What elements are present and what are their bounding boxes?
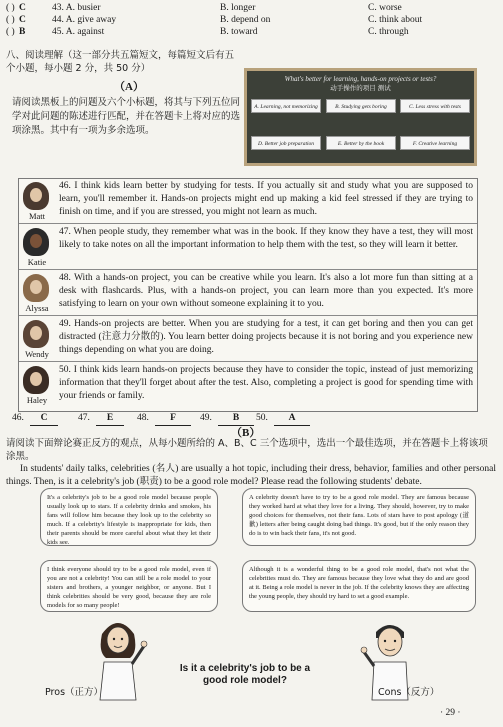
- answer-letter: B: [19, 27, 26, 37]
- part-b-instructions: 请阅读下面辩论赛正反方的观点，从每小题所给的 A、B、C 三个选项中，选出一个最佳选项，并在答题卡上将该项涂黑。: [6, 438, 488, 462]
- option-a: 45. A. against: [52, 27, 105, 37]
- part-b-text: [6, 437, 496, 489]
- avatar: [23, 366, 49, 394]
- answer-num: 50.: [256, 413, 268, 423]
- speaker-row: [19, 363, 477, 407]
- option-c: C. worse: [368, 3, 402, 13]
- option-c: C. think about: [368, 15, 423, 25]
- answer-value: E: [96, 412, 124, 426]
- cons-label: Cons（反方）: [378, 687, 440, 698]
- board-option-c: C. Less stress with tests: [400, 99, 470, 113]
- answer-paren: ( ): [6, 27, 15, 37]
- board-option-e: E. Better by the book: [326, 136, 396, 150]
- board-option-b: B. Studying gets boring: [326, 99, 396, 113]
- part-a-instructions: 请阅读黑板上的问题及六个小标题，将其与下列五位同学对此问题的陈述进行匹配，并在答题卡上将对应的选项涂黑。其中有一项为多余选项。: [12, 97, 241, 136]
- speaker-name: Alyssa: [25, 303, 49, 313]
- pros-bubble-2: I think everyone should try to be a good role model, even if you are not a celebrity! You can still be a role model to your sisters and brothers, a younger neighbor, or anyone. But I think celebrities should be very good, because they are role models for so many people!: [40, 560, 218, 612]
- speaker-row: [19, 179, 477, 224]
- option-a: 44. A. give away: [52, 15, 117, 25]
- board-option-d: D. Better job preparation: [251, 136, 321, 150]
- avatar: [23, 182, 49, 210]
- answer-paren: ( ): [6, 15, 15, 25]
- speaker-row: [19, 317, 477, 362]
- board-question-gloss: 动手操作的项目 测试: [330, 84, 391, 92]
- answer-letter: C: [19, 3, 26, 13]
- cons-bubble-1: A celebrity doesn't have to try to be a good role model. They are famous because they worked hard at what they love for a living. They should, however, try to make good choices for themselves, not their fans. Lots of stars have to post apology (道歉) letters after being caught doing bad things. It's good, but if the only reason they do is to win back their fans, it's not good.: [242, 488, 476, 546]
- speaker-row: [19, 225, 477, 270]
- option-b: B. depend on: [220, 15, 271, 25]
- speaker-statement: 46. I think kids learn better by studying for tests. If you actually sit and study what you are supposed to learn, you'll remember it. Hands-on projects might end up making a kid feel stressed if they are trying to finish on time, and if you are stressed, you might not learn as much.: [59, 181, 473, 217]
- part-b-label: （B）: [231, 427, 261, 439]
- answer-value: A: [274, 412, 310, 426]
- board-option-a: A. Learning, not memorizing: [251, 99, 321, 113]
- avatar: [23, 274, 49, 302]
- answer-value: F: [155, 412, 191, 426]
- answer-num: 49.: [200, 413, 212, 423]
- answer-value: B: [218, 412, 254, 426]
- speaker-statement: 50. I think kids learn hands-on projects because they have to consider the topic, instead of just memorizing information that they'll forget about after the test. Also, completing a project is good for spending time with your friends or family.: [59, 365, 473, 401]
- answer-num: 48.: [137, 413, 149, 423]
- answer-value: C: [30, 412, 58, 426]
- avatar: [23, 228, 49, 256]
- part-a-label: （A）: [114, 81, 144, 93]
- pros-label: Pros（正方）: [45, 687, 104, 698]
- avatar: [23, 320, 49, 348]
- answer-paren: ( ): [6, 3, 15, 13]
- speaker-statement: 47. When people study, they remember what was in the book. If they know they have a test, they will most likely to take notes on all the important information to help them with the test, so they will learn it better.: [59, 227, 473, 250]
- blackboard: [244, 68, 477, 166]
- speaker-name: Matt: [28, 211, 46, 221]
- board-question: What's better for learning, hands-on projects or tests?: [284, 75, 437, 83]
- answer-letter: C: [19, 15, 26, 25]
- speaker-row: [19, 271, 477, 316]
- mcq-row-44: [6, 14, 496, 26]
- debate-question: Is it a celebrity's job to be a good role model?: [179, 663, 311, 686]
- answer-num: 46.: [12, 413, 24, 423]
- option-a: 43. A. busier: [52, 3, 101, 13]
- speakers-table: [18, 178, 478, 412]
- option-b: B. toward: [220, 27, 258, 37]
- speaker-name: Wendy: [25, 349, 49, 359]
- mcq-row-43: [6, 2, 496, 14]
- section-heading: 八、阅读理解（这一部分共五篇短文，每篇短文后有五个小题，每小题 2 分，共 50 分）: [6, 50, 235, 74]
- page-number: · 29 ·: [440, 708, 461, 718]
- speaker-name: Katie: [27, 257, 47, 267]
- pros-bubble-1: It's a celebrity's job to be a good role model because people usually look up to stars. If a celebrity drinks and smokes, his fans will follow him because they look up to the celebrity so much. If a celebrity's lifestyle is inappropriate for kids, then their parents should be more careful about what they let their kids see.: [40, 488, 218, 546]
- cons-bubble-2: Although it is a wonderful thing to be a good role model, that's not what the celebrities must do. They are famous because they love what they do and are good at it. Being a role model is never in the job. If the celebrity knows they are affecting the young people, they should try hard to set a good example.: [242, 560, 476, 612]
- speaker-name: Haley: [26, 395, 48, 405]
- speaker-statement: 49. Hands-on projects are better. When you are studying for a test, it can get boring and then you can get distracted (注意力分散的). You learn better doing projects because it is not boring and you experience new things depending on what you are doing.: [59, 319, 473, 355]
- option-b: B. longer: [220, 3, 256, 13]
- option-c: C. through: [368, 27, 409, 37]
- answer-num: 47.: [78, 413, 90, 423]
- part-b-intro: In students' daily talks, celebrities (名人) are usually a hot topic, including their dress, behavior, families and other personal things. Then, is it a celebrity's job (职责) to be a good role model? Please read the following students' debate.: [6, 464, 496, 487]
- speaker-statement: 48. With a hands-on project, you can be creative while you learn. It's also a lot more fun than sitting at a desk with flashcards. Plus, with a hands-on project, you can learn more than you expected. It's more satisfying to learn on your own without someone explaining it to you.: [59, 273, 473, 309]
- board-option-f: F. Creative learning: [400, 136, 470, 150]
- mcq-row-45: [6, 26, 496, 38]
